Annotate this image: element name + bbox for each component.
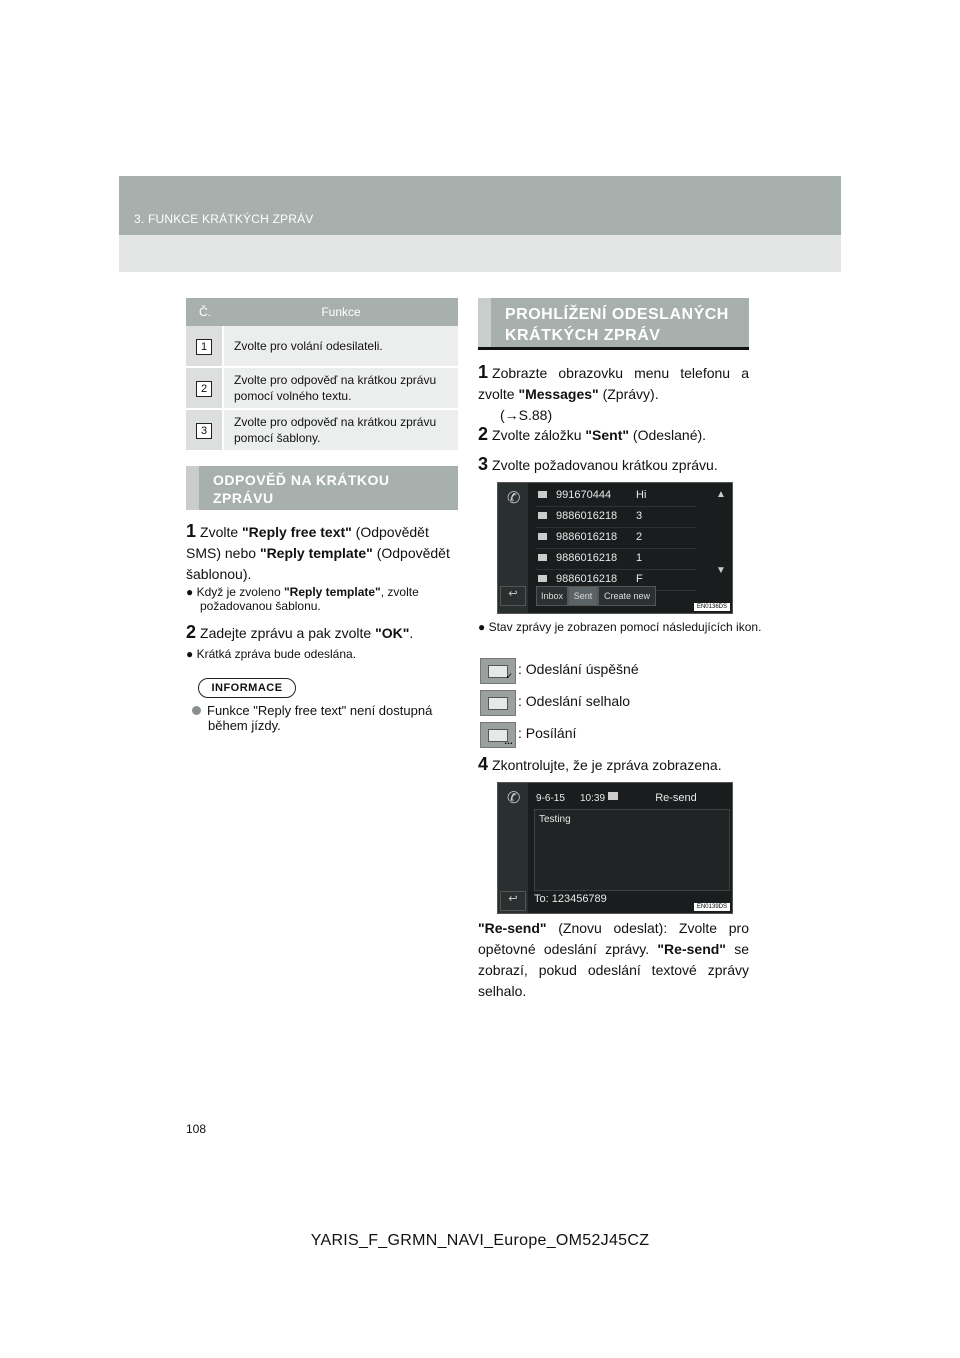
tab-sent[interactable]: Sent xyxy=(568,586,598,606)
bullet-status: ● Stav zprávy je zobrazen pomocí následujících ikon. xyxy=(478,620,762,634)
table-header-function: Funkce xyxy=(224,298,458,326)
message-row[interactable]: 9886016218 2 xyxy=(536,528,696,549)
tab-inbox[interactable]: Inbox xyxy=(536,586,568,606)
resend-paragraph: "Re-send" (Znovu odeslat): Zvolte pro opětovné odeslání zprávy. "Re-send" se zobrazí, pokud odeslání textové zprávy selhalo. xyxy=(478,920,749,999)
chapter-title: 3. FUNKCE KRÁTKÝCH ZPRÁV xyxy=(134,212,314,226)
section-header-reply xyxy=(186,466,458,510)
icon-label: : Odeslání úspěšné xyxy=(518,661,639,677)
step-2-sent: 2 Zvolte záložku "Sent" (Odeslané). xyxy=(478,424,707,444)
chapter-header-band xyxy=(119,176,841,235)
info-dot-icon xyxy=(192,706,201,715)
back-icon[interactable]: ↩ xyxy=(500,891,526,911)
table-row xyxy=(186,368,458,410)
row-text: Zvolte pro odpověď na krátkou zprávu pomocí šablony. xyxy=(224,410,458,452)
step-1-reply: 1 Zvolte "Reply free text" (Odpovědět SMS) nebo "Reply template" (Odpovědět šablonou). xyxy=(186,521,450,582)
step-4-sent: 4 Zkontrolujte, že je zpráva zobrazena. xyxy=(478,754,722,774)
row-text: Zvolte pro volání odesilateli. xyxy=(224,326,458,368)
section-title: PROHLÍŽENÍ ODESLANÝCH KRÁTKÝCH ZPRÁV xyxy=(505,306,729,344)
envelope-icon xyxy=(538,491,547,498)
envelope-icon xyxy=(538,512,547,519)
table-header-num: Č. xyxy=(186,298,224,326)
row-number: 2 xyxy=(196,381,212,397)
step-2-reply: 2 Zadejte zprávu a pak zvolte "OK". xyxy=(186,622,414,642)
table-row xyxy=(186,410,458,452)
phone-icon: ✆ xyxy=(507,790,521,807)
envelope-icon xyxy=(538,533,547,540)
recipient: To: 123456789 xyxy=(534,893,607,905)
screen-code: EN0136DS xyxy=(694,603,730,611)
row-number: 1 xyxy=(196,339,212,355)
sent-failed-icon xyxy=(480,690,516,716)
sending-icon: … xyxy=(480,722,516,748)
sent-messages-screen xyxy=(497,482,733,614)
sent-success-icon: ✓ xyxy=(480,658,516,684)
step-1-sent: 1 Zobrazte obrazovku menu telefonu a zvolte "Messages" (Zprávy). (→S.88) xyxy=(478,362,749,423)
message-body: Testing xyxy=(534,809,730,891)
message-row[interactable]: 991670444 Hi xyxy=(536,486,696,507)
message-row[interactable]: 9886016218 1 xyxy=(536,549,696,570)
envelope-icon xyxy=(538,554,547,561)
scroll-down-icon[interactable]: ▼ xyxy=(716,565,726,576)
message-time: 10:39 xyxy=(580,793,606,804)
page-number: 108 xyxy=(186,1122,207,1136)
message-detail-screen xyxy=(497,782,733,914)
icon-label: : Posílání xyxy=(518,725,577,741)
envelope-icon xyxy=(538,575,547,582)
icon-label: : Odeslání selhalo xyxy=(518,693,631,709)
scroll-up-icon[interactable]: ▲ xyxy=(716,489,726,500)
row-number: 3 xyxy=(196,423,212,439)
screen-code: EN0139DS xyxy=(694,903,730,911)
tab-create-new[interactable]: Create new xyxy=(598,586,656,606)
section-header-sent xyxy=(478,298,749,350)
function-table xyxy=(186,298,458,452)
back-icon[interactable]: ↩ xyxy=(500,586,526,606)
message-date: 9-6-15 xyxy=(536,793,565,804)
table-row xyxy=(186,326,458,368)
step-3-sent: 3 Zvolte požadovanou krátkou zprávu. xyxy=(478,454,718,474)
footer-code: YARIS_F_GRMN_NAVI_Europe_OM52J45CZ xyxy=(310,1232,650,1249)
bullet-template: ● Když je zvoleno "Reply template", zvolte požadovanou šablonu. xyxy=(186,585,419,613)
message-row[interactable]: 9886016218 3 xyxy=(536,507,696,528)
bullet-sent: ● Krátká zpráva bude odeslána. xyxy=(186,647,357,661)
chapter-header-subband xyxy=(119,235,841,272)
resend-button[interactable]: Re-send xyxy=(655,792,697,804)
info-badge: INFORMACE xyxy=(198,678,296,698)
row-text: Zvolte pro odpověď na krátkou zprávu pomocí volného textu. xyxy=(224,368,458,410)
envelope-icon xyxy=(608,792,618,800)
phone-icon: ✆ xyxy=(507,490,521,507)
info-text: Funkce "Reply free text" není dostupná během jízdy. xyxy=(192,703,470,733)
message-row[interactable]: 9886016218 F xyxy=(536,570,696,591)
section-title: ODPOVĚĎ NA KRÁTKOU ZPRÁVU xyxy=(213,472,390,506)
